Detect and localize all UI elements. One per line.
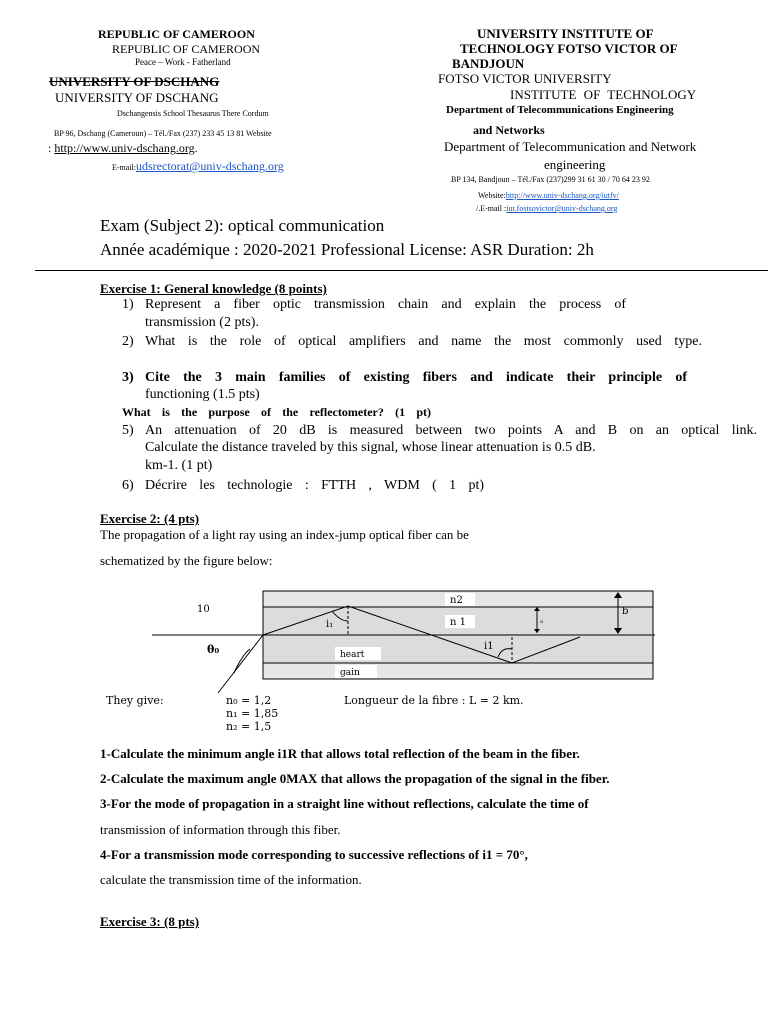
ex1-q5-number: 5) bbox=[122, 423, 134, 438]
ex1-q5-text-cont2: km-1. (1 pt) bbox=[145, 458, 213, 473]
ex2-q1: 1-Calculate the minimum angle i1R that allows total reflection of the beam in the fiber. bbox=[100, 746, 580, 761]
republic-title-bold: REPUBLIC OF CAMEROON bbox=[98, 27, 255, 41]
given-n1: n₁ = 1,85 bbox=[226, 707, 279, 720]
ex2-q3: 3-For the mode of propagation in a straight line without reflections, calculate the time of bbox=[100, 796, 589, 811]
ex2-q2: 2-Calculate the maximum angle 0MAX that allows the propagation of the signal in the fiber. bbox=[100, 771, 610, 786]
ex1-q5-text: An attenuation of 20 dB is measured between two points A and B on an optical link. bbox=[145, 423, 757, 438]
ex2-q4: 4-For a transmission mode corresponding to successive reflections of i1 = 70°, bbox=[100, 847, 528, 862]
given-n0: n₀ = 1,2 bbox=[226, 694, 272, 707]
right-website-label: Website: bbox=[478, 191, 506, 200]
left-website-link[interactable]: http://www.univ-dschang.org bbox=[54, 141, 195, 155]
department-line1: Department of Telecommunication and Network bbox=[444, 139, 697, 154]
figure-label-10: 10 bbox=[197, 604, 210, 615]
header-divider bbox=[35, 270, 768, 271]
right-email-line bbox=[476, 198, 617, 216]
right-email-link[interactable]: iut.fostsovictor@univ-dschang.org bbox=[506, 204, 618, 213]
figure-label-b: b bbox=[622, 606, 629, 617]
exercise2-heading: Exercise 2: (4 pts) bbox=[100, 511, 200, 526]
ex1-q2-number: 2) bbox=[122, 334, 134, 349]
figure-label-n2: n2 bbox=[450, 595, 463, 606]
institute-title-line3: BANDJOUN bbox=[452, 56, 525, 71]
ex1-q2-text: What is the role of optical amplifiers and name the most commonly used type. bbox=[145, 334, 702, 349]
ex2-q3-cont: transmission of information through this fiber. bbox=[100, 822, 341, 837]
left-email-link[interactable]: udsrectorat@univ-dschang.org bbox=[136, 159, 284, 173]
exercise1-heading: Exercise 1: General knowledge (8 points) bbox=[100, 281, 327, 296]
left-website-line bbox=[48, 141, 198, 156]
ex1-q3-text: Cite the 3 main families of existing fibers and indicate their principle of bbox=[145, 370, 687, 385]
ex1-q6-number: 6) bbox=[122, 478, 134, 493]
given-label: They give: bbox=[106, 694, 164, 707]
ex1-q1-text-cont: transmission (2 pts). bbox=[145, 315, 259, 330]
ex1-q1-number: 1) bbox=[122, 297, 134, 312]
ex2-intro-line1: The propagation of a light ray using an index-jump optical fiber can be bbox=[100, 527, 469, 542]
website-prefix: : bbox=[48, 141, 55, 155]
ex1-q1-text: Represent a fiber optic transmission chain and explain the process of bbox=[145, 297, 626, 312]
figure-label-a: a bbox=[540, 619, 543, 625]
ex1-q3-number: 3) bbox=[122, 370, 134, 385]
fotso-victor-line2: INSTITUTE OF TECHNOLOGY bbox=[510, 87, 697, 102]
ex1-q5-text-cont1: Calculate the distance traveled by this signal, whose linear attenuation is 0.5 dB. bbox=[145, 440, 596, 455]
incident-ray bbox=[218, 635, 263, 693]
website-suffix: . bbox=[194, 141, 198, 155]
figure-label-theta: θ₀ bbox=[207, 643, 220, 656]
right-email-label: /.E-mail : bbox=[476, 204, 507, 213]
exam-title: Exam (Subject 2): optical communication bbox=[100, 216, 385, 235]
ex1-q6-text: Décrire les technologie : FTTH , WDM ( 1 pt) bbox=[145, 478, 484, 493]
fotso-victor-line1: FOTSO VICTOR UNIVERSITY bbox=[438, 71, 612, 86]
republic-title: REPUBLIC OF CAMEROON bbox=[112, 42, 261, 56]
institute-title-line1: UNIVERSITY INSTITUTE OF bbox=[477, 26, 654, 41]
left-email-line bbox=[112, 157, 284, 175]
ex1-q4-text: What is the purpose of the reflectometer? (1 pt) bbox=[122, 405, 431, 419]
ex1-q3-text-cont: functioning (1.5 pts) bbox=[145, 387, 260, 402]
figure-label-i1-right: i1 bbox=[484, 641, 494, 652]
exercise3-heading: Exercise 3: (8 pts) bbox=[100, 914, 200, 929]
figure-label-heart: heart bbox=[340, 650, 365, 660]
exam-subtitle: Année académique : 2020-2021 Professional License: ASR Duration: 2h bbox=[100, 240, 594, 259]
institute-title-line2: TECHNOLOGY FOTSO VICTOR OF bbox=[460, 41, 678, 56]
university-title-bold: UNIVERSITY OF DSCHANG bbox=[49, 74, 220, 89]
given-n2: n₂ = 1,5 bbox=[226, 720, 272, 733]
department-bold-line2: and Networks bbox=[473, 123, 545, 137]
right-website-link[interactable]: http://www.univ-dschang.org/iutfv/ bbox=[505, 191, 619, 200]
figure-label-n1: n 1 bbox=[450, 617, 466, 628]
figure-label-gain: gain bbox=[340, 668, 360, 678]
left-address: BP 96, Dschang (Cameroun) – Tél./Fax (237) 233 45 13 81 Website bbox=[54, 129, 272, 138]
fiber-diagram bbox=[100, 585, 660, 735]
right-address: BP 134, Bandjoun – Tél./Fax (237)299 31 61 30 / 70 64 23 92 bbox=[451, 175, 650, 184]
left-email-label: E-mail: bbox=[112, 163, 136, 172]
latin-motto: Dschangensis School Thesaurus There Cordum bbox=[117, 109, 269, 118]
university-title: UNIVERSITY OF DSCHANG bbox=[55, 90, 219, 105]
ex2-intro-line2: schematized by the figure below: bbox=[100, 553, 273, 568]
figure-label-i1-left: i₁ bbox=[326, 619, 334, 630]
motto: Peace – Work - Fatherland bbox=[135, 57, 231, 67]
department-line2: engineering bbox=[544, 157, 606, 172]
ex2-q4-cont: calculate the transmission time of the information. bbox=[100, 872, 362, 887]
department-bold-line1: Department of Telecommunications Engineering bbox=[446, 104, 674, 116]
given-fiber-length: Longueur de la fibre : L = 2 km. bbox=[344, 694, 524, 707]
